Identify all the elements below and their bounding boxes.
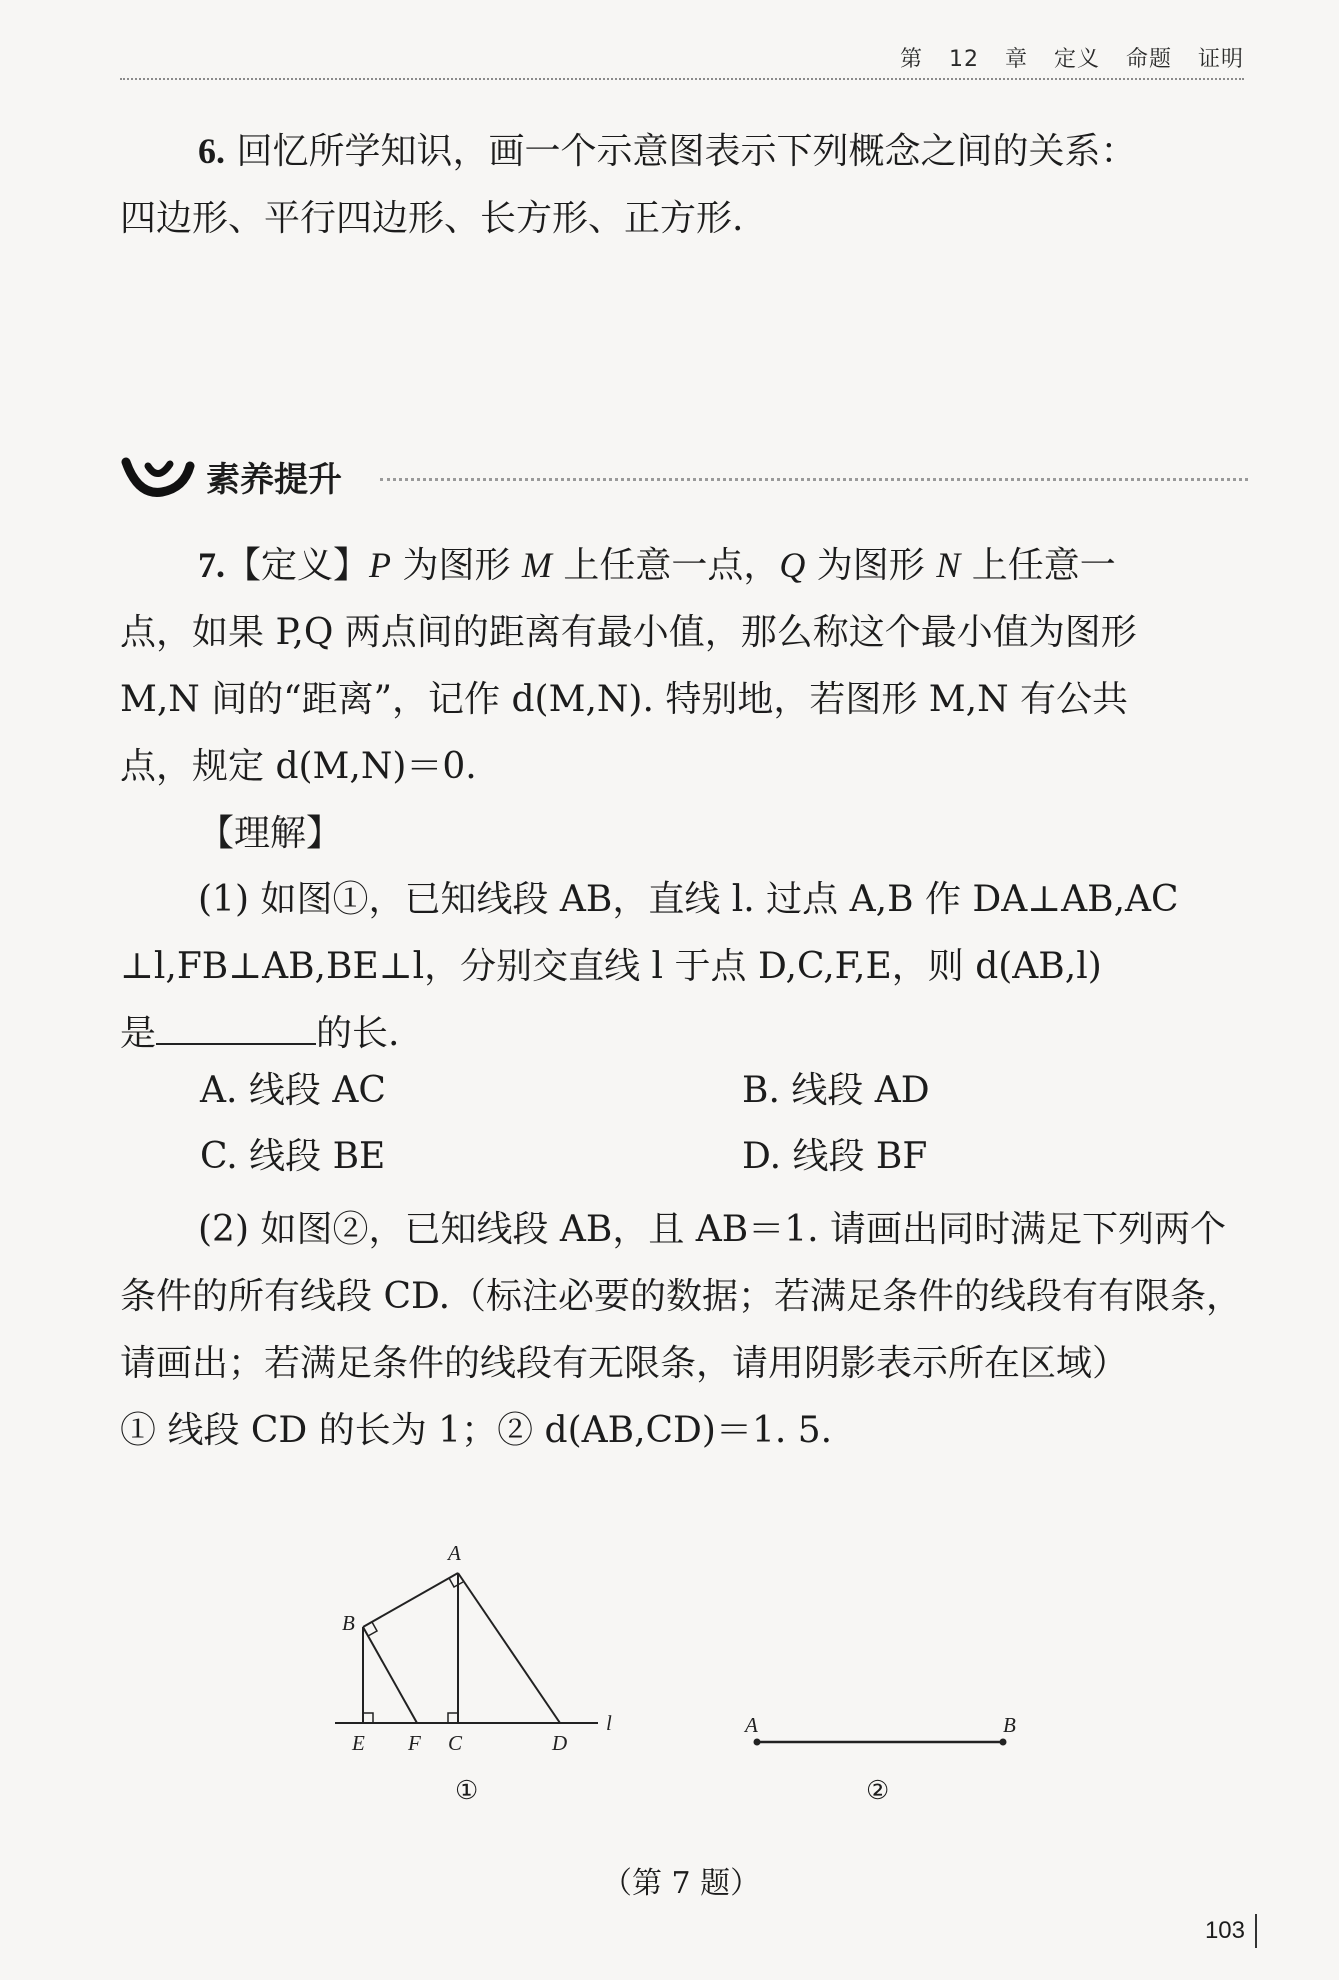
option-c[interactable]: C. 线段 BE (200, 1136, 386, 1177)
label-d: D (552, 1731, 568, 1755)
question-6-number: 6. (198, 131, 225, 171)
definition-label: 【定义】 (225, 545, 370, 586)
part-2-conditions: ① 线段 CD 的长为 1；② d(AB,CD)＝1. 5. (120, 1410, 833, 1451)
label-l: l (606, 1711, 612, 1735)
figure-2 (735, 1700, 1035, 1770)
part-1-line-3-a: 是 (120, 1013, 157, 1054)
var-p: P (369, 545, 392, 585)
figure-2-caption: ② (866, 1776, 890, 1806)
var-n: N (936, 545, 961, 585)
label-e: E (352, 1731, 365, 1755)
option-d[interactable]: D. 线段 BF (742, 1136, 928, 1177)
answer-blank[interactable] (156, 1013, 316, 1045)
segment-ab (363, 1573, 458, 1627)
definition-line-2: 点，如果 P,Q 两点间的距离有最小值，那么称这个最小值为图形 (120, 612, 1137, 653)
label-b-2: B (1003, 1713, 1016, 1737)
question-figure-caption: （第 7 题） (602, 1866, 761, 1901)
page-header (120, 38, 1244, 80)
def-text-c: 为图形 (805, 545, 937, 586)
part-1-line-1: (1) 如图①，已知线段 AB，直线 l. 过点 A,B 作 DA⊥AB,AC (198, 879, 1179, 920)
label-a: A (448, 1541, 461, 1565)
point-a-2 (754, 1739, 761, 1746)
definition-line-3: M,N 间的“距离”，记作 d(M,N). 特别地，若图形 M,N 有公共 (120, 679, 1129, 720)
part-2-line-3: 请画出；若满足条件的线段有无限条，请用阴影表示所在区域） (120, 1343, 1129, 1384)
point-b-2 (1000, 1739, 1007, 1746)
part-2-line-1: (2) 如图②，已知线段 AB，且 AB＝1. 请画出同时满足下列两个 (198, 1209, 1227, 1250)
def-text-d: 上任意一 (960, 545, 1116, 586)
definition-line-4: 点，规定 d(M,N)＝0. (120, 746, 477, 787)
page-number: 103 (1205, 1914, 1257, 1948)
right-angle-a (449, 1578, 463, 1587)
label-f: F (408, 1731, 421, 1755)
section-title: 素养提升 (206, 460, 342, 500)
var-m: M (521, 545, 552, 585)
question-6-line-2: 四边形、平行四边形、长方形、正方形. (120, 198, 744, 239)
right-angle-e (363, 1713, 373, 1723)
chapter-word-1: 定义 (1053, 47, 1100, 72)
right-angle-c (448, 1713, 458, 1723)
var-q: Q (779, 545, 806, 585)
question-7-number: 7. (198, 545, 225, 585)
question-7-definition (120, 532, 1245, 800)
part-1-line-3-b: 的长. (316, 1013, 400, 1054)
understand-label (120, 800, 1245, 867)
chapter-title (900, 42, 1244, 73)
question-6 (120, 118, 1245, 252)
segment-ad (458, 1573, 560, 1723)
part-1-line-2: ⊥l,FB⊥AB,BE⊥l，分别交直线 l 于点 D,C,F,E，则 d(AB,l) (120, 946, 1102, 987)
chapter-word-2: 命题 (1125, 47, 1172, 72)
label-a-2: A (745, 1713, 758, 1737)
part-1 (120, 866, 1245, 1067)
option-a[interactable]: A. 线段 AC (200, 1070, 386, 1111)
part-2 (120, 1196, 1245, 1464)
segment-bf (363, 1627, 417, 1723)
def-text-a: 为图形 (391, 545, 522, 586)
label-b: B (342, 1611, 355, 1635)
ear-swirl-icon (118, 452, 198, 502)
figure-1-caption: ① (455, 1776, 479, 1806)
section-divider (380, 478, 1248, 481)
figure-1 (320, 1530, 640, 1760)
chapter-number: 第 12 章 (899, 47, 1028, 72)
chapter-word-3: 证明 (1197, 47, 1244, 72)
part-2-line-2: 条件的所有线段 CD.（标注必要的数据；若满足条件的线段有有限条， (120, 1276, 1243, 1317)
question-6-line-1: 回忆所学知识，画一个示意图表示下列概念之间的关系： (236, 131, 1137, 172)
def-text-b: 上任意一点， (551, 545, 780, 586)
option-b[interactable]: B. 线段 AD (742, 1070, 930, 1111)
label-c: C (448, 1731, 463, 1755)
understand-heading: 【理解】 (198, 813, 343, 854)
section-heading (118, 448, 1248, 508)
